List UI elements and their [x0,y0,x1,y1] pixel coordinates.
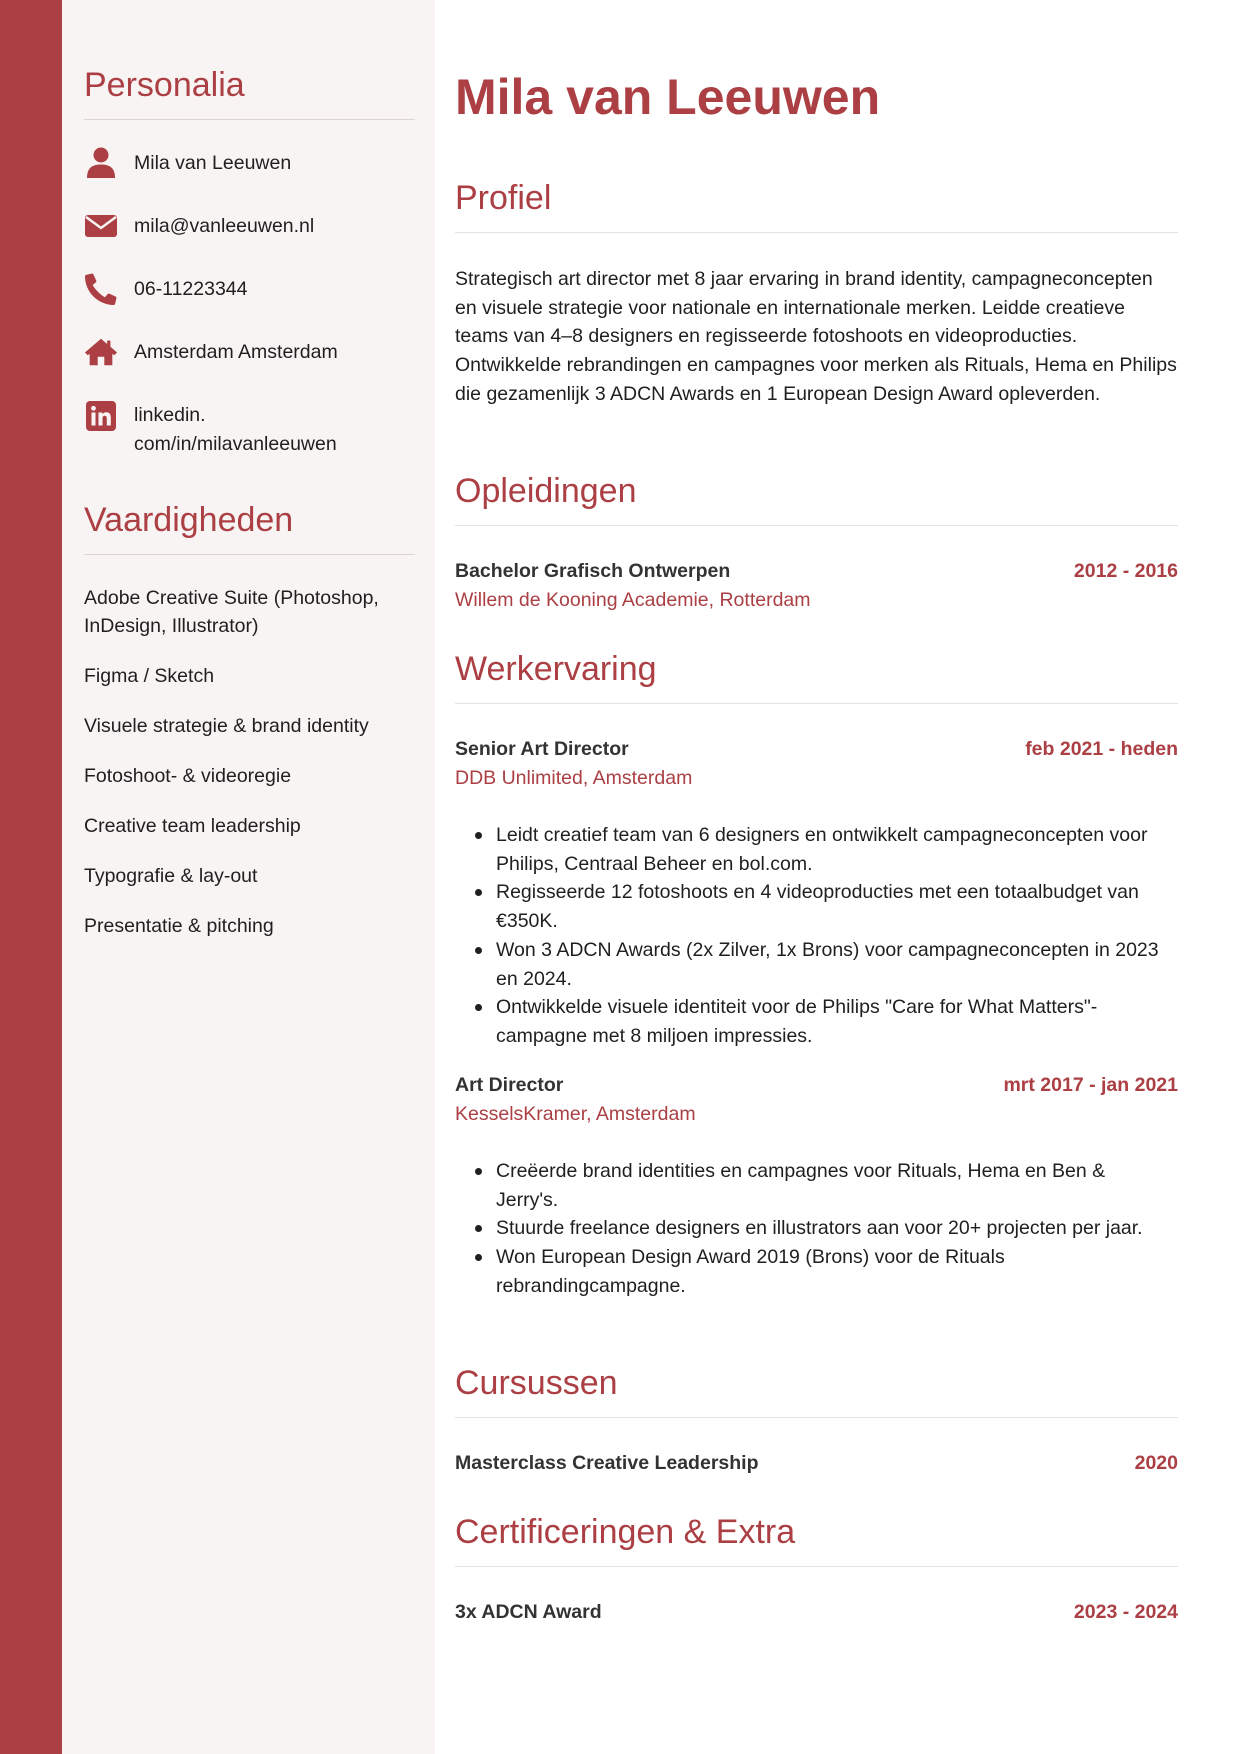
job-bullet: Creëerde brand identities en campagnes voor Rituals, Hema en Ben & Jerry's. [496,1157,1178,1214]
job-bullets [455,821,1178,1051]
profile-text: Strategisch art director met 8 jaar ervaring in brand identity, campagneconcepten en visuele strategie voor nationale en internationale merken. Leidde creatieve teams van 4–8 designers en regisseerde fotoshoots en videoproducties. Ontwikkelde rebrandingen en campagnes voor merken als Rituals, Hema en Philips die gezamenlijk 3 ADCN Awards en 1 European Design Award opleverden. [455,268,1177,405]
skill-item: Adobe Creative Suite (Photoshop, InDesign, Illustrator) [84,587,379,637]
home-icon [84,335,118,369]
contact-linkedin [84,401,415,459]
education-title: Bachelor Grafisch Ontwerpen [455,560,731,582]
job-bullet: Ontwikkelde visuele identiteit voor de Philips "Care for What Matters"-campagne met 8 miljoen impressies. [496,993,1178,1050]
user-icon [84,146,118,180]
envelope-icon [84,209,118,243]
phone-icon [84,272,118,306]
job-date: feb 2021 - heden [1025,738,1178,760]
contact-linkedin-line1: linkedin. [134,404,206,426]
certifications-heading: Certificeringen & Extra [455,1512,1178,1567]
skills-heading: Vaardigheden [84,500,415,555]
contact-location-text: Amsterdam Amsterdam [134,341,338,363]
contact-phone-text: 06-11223344 [134,278,248,300]
job-bullets [455,1157,1178,1301]
skills-list [84,584,415,940]
job-bullet: Won 3 ADCN Awards (2x Zilver, 1x Brons) voor campagneconcepten in 2023 en 2024. [496,936,1178,993]
contact-name-text: Mila van Leeuwen [134,152,292,174]
sidebar-content [84,0,415,940]
profile-heading: Profiel [455,178,1178,233]
certification-title: 3x ADCN Award [455,1601,602,1623]
job-title: Art Director [455,1074,564,1096]
contact-linkedin-line2: com/in/milavanleeuwen [134,433,337,455]
contact-email-text: mila@vanleeuwen.nl [134,215,315,237]
skill-item: Typografie & lay-out [84,865,258,887]
personalia-heading: Personalia [84,65,415,120]
course-date: 2020 [1134,1452,1178,1474]
linkedin-icon [84,399,118,433]
job-company: DDB Unlimited, Amsterdam [455,767,693,789]
accent-bar [0,0,62,1754]
skill-item: Presentatie & pitching [84,915,274,937]
courses-heading: Cursussen [455,1363,1178,1418]
experience-heading: Werkervaring [455,649,1178,704]
education-date: 2012 - 2016 [1073,560,1178,582]
job-bullet: Stuurde freelance designers en illustrators aan voor 20+ projecten per jaar. [496,1214,1178,1243]
contact-name [84,149,415,178]
job-bullet: Won European Design Award 2019 (Brons) voor de Rituals rebrandingcampagne. [496,1243,1178,1300]
certification-date: 2023 - 2024 [1073,1601,1178,1623]
contact-email [84,212,415,241]
job-title: Senior Art Director [455,738,629,760]
contact-list [84,149,415,459]
candidate-name: Mila van Leeuwen [455,69,881,125]
contact-phone [84,275,415,304]
job-company: KesselsKramer, Amsterdam [455,1103,696,1125]
job-bullet: Regisseerde 12 fotoshoots en 4 videoproducties met een totaalbudget van €350K. [496,878,1178,935]
skill-item: Visuele strategie & brand identity [84,715,369,737]
sidebar [62,0,435,1754]
contact-location [84,338,415,367]
skill-item: Creative team leadership [84,815,301,837]
education-heading: Opleidingen [455,471,1178,526]
job-date: mrt 2017 - jan 2021 [1003,1074,1178,1096]
skill-item: Figma / Sketch [84,665,215,687]
skill-item: Fotoshoot- & videoregie [84,765,292,787]
job-bullet: Leidt creatief team van 6 designers en ontwikkelt campagneconcepten voor Philips, Centraal Beheer en bol.com. [496,821,1178,878]
education-school: Willem de Kooning Academie, Rotterdam [455,589,811,611]
course-title: Masterclass Creative Leadership [455,1452,759,1474]
